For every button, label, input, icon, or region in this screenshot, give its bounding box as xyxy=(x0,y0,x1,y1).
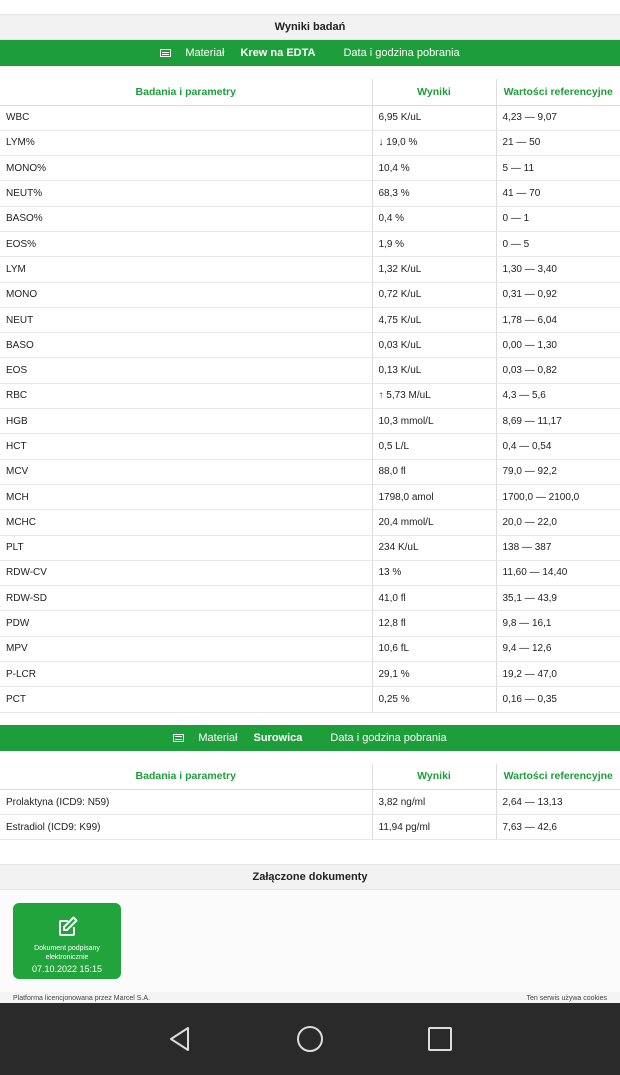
table-row xyxy=(0,358,620,383)
table-row xyxy=(0,459,620,484)
table-row xyxy=(0,484,620,509)
table-row xyxy=(0,662,620,687)
result-cell: 41,0 fl xyxy=(372,586,496,611)
result-cell: 0,4 % xyxy=(372,206,496,231)
table-row xyxy=(0,815,620,840)
reference-cell: 35,1 — 43,9 xyxy=(496,586,620,611)
table-row xyxy=(0,257,620,282)
reference-cell: 7,63 — 42,6 xyxy=(496,815,620,840)
result-cell: 11,94 pg/ml xyxy=(372,815,496,840)
document-label: Dokument podpisany elektronicznie xyxy=(34,945,100,962)
reference-cell: 4,23 — 9,07 xyxy=(496,105,620,130)
edit-document-icon xyxy=(55,915,79,939)
reference-cell: 0,03 — 0,82 xyxy=(496,358,620,383)
result-cell: 12,8 fl xyxy=(372,611,496,636)
result-cell: 10,3 mmol/L xyxy=(372,409,496,434)
cookies-link[interactable]: Ten serwis używa cookies xyxy=(526,994,607,1002)
reference-cell: 8,69 — 11,17 xyxy=(496,409,620,434)
param-cell: MCHC xyxy=(0,510,372,535)
reference-cell: 0,16 — 0,35 xyxy=(496,687,620,712)
param-cell: HGB xyxy=(0,409,372,434)
table-row xyxy=(0,282,620,307)
param-cell: NEUT xyxy=(0,307,372,332)
recents-icon xyxy=(426,1025,454,1053)
result-cell: 0,5 L/L xyxy=(372,434,496,459)
attachments-title: Załączone dokumenty xyxy=(0,864,620,890)
list-icon xyxy=(160,49,171,57)
param-cell: LYM xyxy=(0,257,372,282)
reference-cell: 20,0 — 22,0 xyxy=(496,510,620,535)
result-cell: 234 K/uL xyxy=(372,535,496,560)
reference-cell: 1,30 — 3,40 xyxy=(496,257,620,282)
result-cell: 13 % xyxy=(372,560,496,585)
results-title: Wyniki badań xyxy=(0,14,620,40)
reference-cell: 9,4 — 12,6 xyxy=(496,636,620,661)
table-row xyxy=(0,586,620,611)
signed-document-card[interactable] xyxy=(13,903,121,979)
table-row xyxy=(0,105,620,130)
result-cell: 0,03 K/uL xyxy=(372,333,496,358)
spacer xyxy=(0,66,620,79)
result-cell: 0,72 K/uL xyxy=(372,282,496,307)
header-reference: Wartości referencyjne xyxy=(496,764,620,790)
material-bar-edta xyxy=(0,40,620,66)
param-cell: RDW-CV xyxy=(0,560,372,585)
reference-cell: 5 — 11 xyxy=(496,156,620,181)
header-param: Badania i parametry xyxy=(0,79,372,105)
collection-date-label: Data i godzina pobrania xyxy=(343,47,460,59)
table-row xyxy=(0,206,620,231)
attachments-area xyxy=(0,890,620,992)
reference-cell: 4,3 — 5,6 xyxy=(496,383,620,408)
table-row xyxy=(0,307,620,332)
reference-cell: 9,8 — 16,1 xyxy=(496,611,620,636)
result-cell: 20,4 mmol/L xyxy=(372,510,496,535)
table-row xyxy=(0,130,620,155)
table-row xyxy=(0,560,620,585)
param-cell: PCT xyxy=(0,687,372,712)
result-cell: 4,75 K/uL xyxy=(372,307,496,332)
param-cell: MPV xyxy=(0,636,372,661)
table-row xyxy=(0,790,620,815)
list-icon xyxy=(173,734,184,742)
reference-cell: 0 — 1 xyxy=(496,206,620,231)
param-cell: MCV xyxy=(0,459,372,484)
table-row xyxy=(0,156,620,181)
reference-cell: 2,64 — 13,13 xyxy=(496,790,620,815)
param-cell: WBC xyxy=(0,105,372,130)
table-row xyxy=(0,510,620,535)
table-row xyxy=(0,383,620,408)
result-cell: ↑ 5,73 M/uL xyxy=(372,383,496,408)
reference-cell: 0,00 — 1,30 xyxy=(496,333,620,358)
param-cell: EOS xyxy=(0,358,372,383)
param-cell: P-LCR xyxy=(0,662,372,687)
reference-cell: 41 — 70 xyxy=(496,181,620,206)
result-cell: 29,1 % xyxy=(372,662,496,687)
result-cell: 88,0 fl xyxy=(372,459,496,484)
reference-cell: 11,60 — 14,40 xyxy=(496,560,620,585)
result-cell: 0,25 % xyxy=(372,687,496,712)
param-cell: HCT xyxy=(0,434,372,459)
result-cell: 1,9 % xyxy=(372,231,496,256)
material-value: Krew na EDTA xyxy=(240,47,316,59)
table-row xyxy=(0,409,620,434)
spacer xyxy=(0,840,620,864)
reference-cell: 0,31 — 0,92 xyxy=(496,282,620,307)
param-cell: MCH xyxy=(0,484,372,509)
result-cell: 10,6 fL xyxy=(372,636,496,661)
param-cell: MONO% xyxy=(0,156,372,181)
table-row xyxy=(0,434,620,459)
table-row xyxy=(0,181,620,206)
reference-cell: 19,2 — 47,0 xyxy=(496,662,620,687)
reference-cell: 21 — 50 xyxy=(496,130,620,155)
header-result: Wyniki xyxy=(372,764,496,790)
param-cell: Estradiol (ICD9: K99) xyxy=(0,815,372,840)
table-row xyxy=(0,611,620,636)
result-cell: 68,3 % xyxy=(372,181,496,206)
param-cell: BASO xyxy=(0,333,372,358)
result-cell: 3,82 ng/ml xyxy=(372,790,496,815)
reference-cell: 1700,0 — 2100,0 xyxy=(496,484,620,509)
reference-cell: 79,0 — 92,2 xyxy=(496,459,620,484)
table-row xyxy=(0,687,620,712)
document-date: 07.10.2022 15:15 xyxy=(31,964,103,975)
param-cell: Prolaktyna (ICD9: N59) xyxy=(0,790,372,815)
results-table-edta xyxy=(0,79,620,713)
param-cell: MONO xyxy=(0,282,372,307)
nav-home-button[interactable] xyxy=(292,1021,328,1057)
table-row xyxy=(0,333,620,358)
header-result: Wyniki xyxy=(372,79,496,105)
table-header-row xyxy=(0,764,620,790)
back-icon xyxy=(166,1025,194,1053)
spacer xyxy=(0,751,620,764)
reference-cell: 138 — 387 xyxy=(496,535,620,560)
table-header-row xyxy=(0,79,620,105)
android-nav-bar xyxy=(0,1003,620,1075)
nav-recents-button[interactable] xyxy=(422,1021,458,1057)
results-table-serum xyxy=(0,764,620,841)
top-strip xyxy=(0,0,620,14)
param-cell: PDW xyxy=(0,611,372,636)
param-cell: EOS% xyxy=(0,231,372,256)
footer-license: Platforma licencjonowana przez Marcel S.A. xyxy=(13,994,150,1002)
table-row xyxy=(0,636,620,661)
param-cell: RBC xyxy=(0,383,372,408)
table-row xyxy=(0,231,620,256)
result-cell: 0,13 K/uL xyxy=(372,358,496,383)
param-cell: BASO% xyxy=(0,206,372,231)
header-reference: Wartości referencyjne xyxy=(496,79,620,105)
nav-back-button[interactable] xyxy=(162,1021,198,1057)
home-icon xyxy=(295,1024,325,1054)
param-cell: NEUT% xyxy=(0,181,372,206)
material-label: Materiał xyxy=(185,47,225,59)
result-cell: 1798,0 amol xyxy=(372,484,496,509)
param-cell: LYM% xyxy=(0,130,372,155)
result-cell: ↓ 19,0 % xyxy=(372,130,496,155)
param-cell: RDW-SD xyxy=(0,586,372,611)
table-row xyxy=(0,535,620,560)
reference-cell: 0 — 5 xyxy=(496,231,620,256)
material-value: Surowica xyxy=(253,731,303,744)
reference-cell: 1,78 — 6,04 xyxy=(496,307,620,332)
param-cell: PLT xyxy=(0,535,372,560)
collection-date-label: Data i godzina pobrania xyxy=(330,731,447,744)
result-cell: 1,32 K/uL xyxy=(372,257,496,282)
spacer xyxy=(0,713,620,725)
reference-cell: 0,4 — 0,54 xyxy=(496,434,620,459)
material-label: Materiał xyxy=(198,731,238,744)
result-cell: 6,95 K/uL xyxy=(372,105,496,130)
result-cell: 10,4 % xyxy=(372,156,496,181)
header-param: Badania i parametry xyxy=(0,764,372,790)
material-bar-serum xyxy=(0,725,620,751)
